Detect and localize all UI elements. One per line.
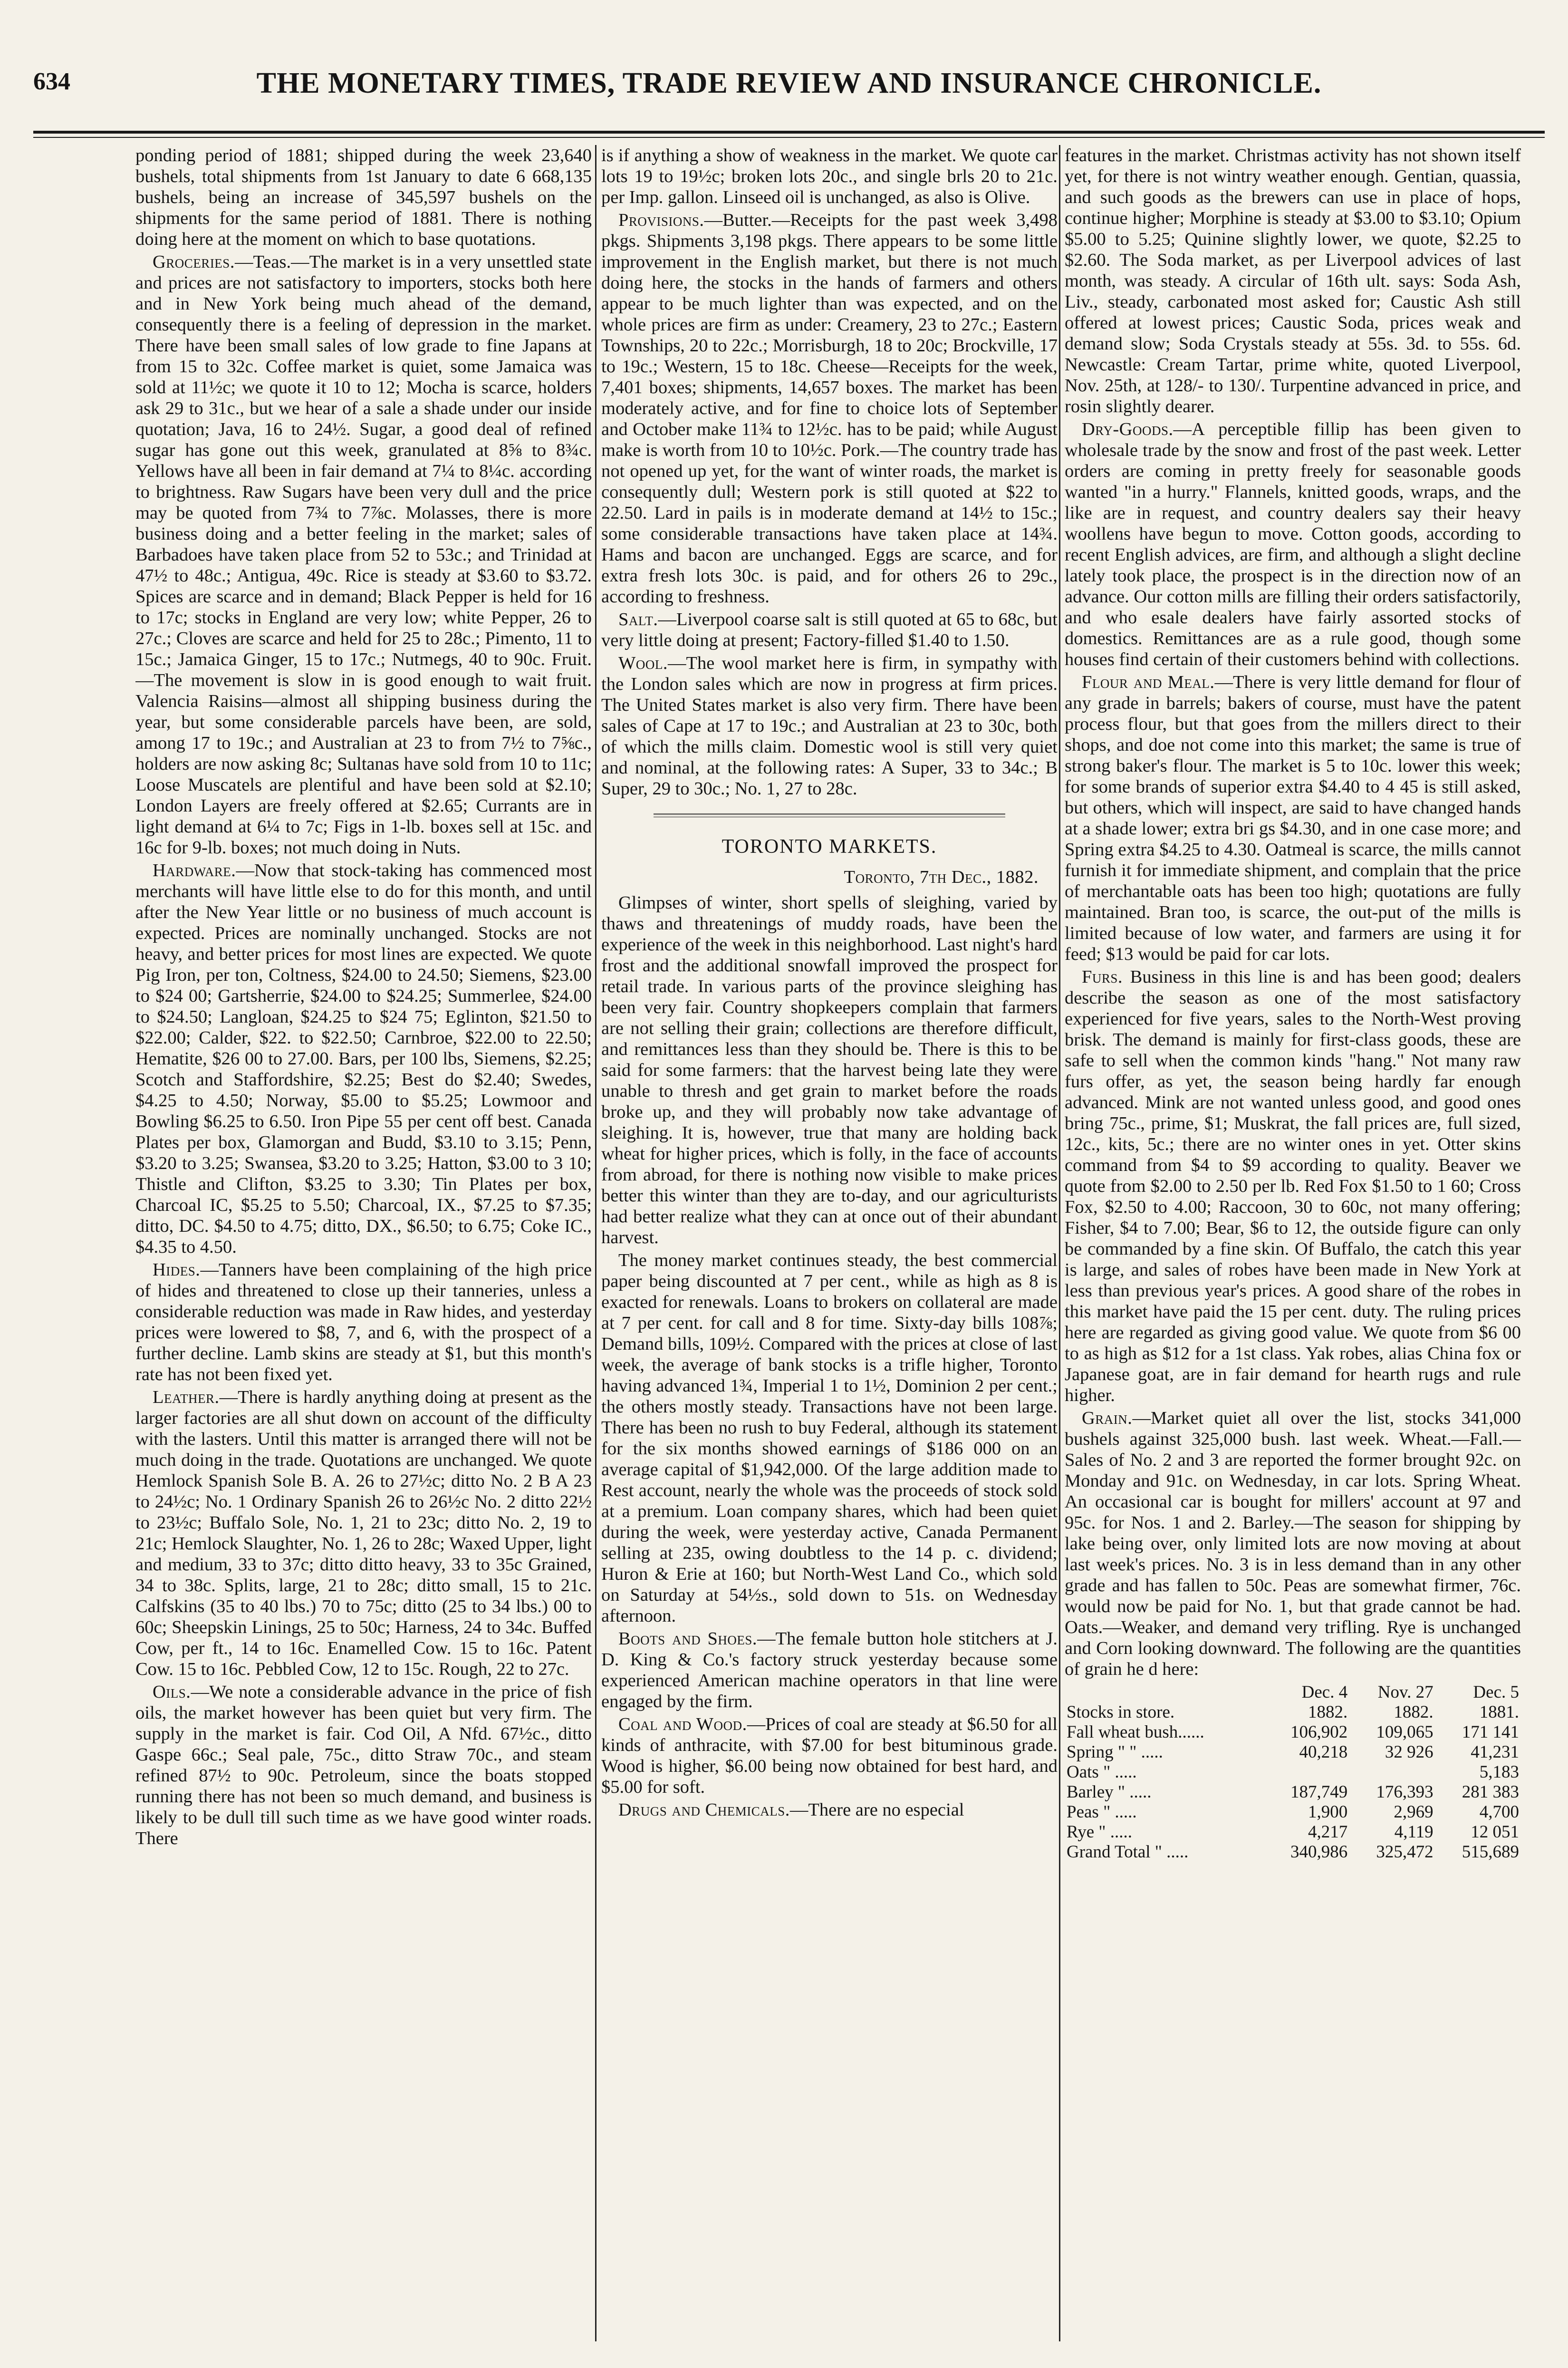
table-cell: 40,218 [1299, 1742, 1348, 1762]
table-cell: Barley " ..... [1067, 1782, 1152, 1802]
salt-paragraph [601, 609, 1058, 651]
section-heading: Coal and Wood. [618, 1714, 747, 1734]
header-rule [33, 131, 1545, 134]
section-heading: Wool. [618, 653, 668, 673]
boots-paragraph [601, 1628, 1058, 1712]
table-header-cell: Nov. 27 [1377, 1682, 1433, 1702]
column-3 [1065, 145, 1521, 2341]
furs-paragraph [1065, 967, 1521, 1406]
table-cell: 4,119 [1394, 1822, 1433, 1842]
section-heading: Leather. [153, 1387, 220, 1407]
table-header-cell: 1882. [1394, 1702, 1433, 1722]
page-header [33, 57, 1545, 119]
table-header-cell: 1882. [1308, 1702, 1348, 1722]
oils-paragraph [135, 1682, 592, 1849]
table-cell: 2,969 [1394, 1802, 1433, 1822]
paragraph-text: —Now that stock-taking has commenced most merchants will have little else to do for this month, and until after the New Year little or no business of much account is expected. Prices are nominally unchanged. Stocks are not heavy, and better prices for most lines are expected. We quote Pig Iron, per ton, Coltness, $24.00 to 24.50; Siemens, $23.00 to $24 00; Gartsherrie, $24.00 to $24.25; Summerlee, $24.00 to $24.50; Langloan, $24.25 to $24 75; Eglinton, $21.50 to $22.00; Calder, $22. to $22.50; Carnbroe, $22.00 to 22.50; Hematite, $26 00 to 27.00. Bars, per 100 lbs, Siemens, $2.25; Scotch and Staffordshire, $2.25; Best do $2.40; Swedes, $4.25 to 4.50; Norway, $5.00 to $5.25; Lowmoor and Bowling $6.25 to 6.50. Iron Pipe 55 per cent off best. Canada Plates per box, Glamorgan and Budd, $3.10 to 3.15; Penn, $3.20 to 3.25; Swansea, $3.20 to 3.25; Hatton, $3.00 to 3 10; Thistle and Clifton, $3.25 to 3.30; Tin Plates per box, Charcoal IC, $5.25 to 5.50; Charcoal, IX., $7.25 to $7.35; ditto, DC. $4.50 to 4.75; ditto, DX., $6.50; to 6.75; Coke IC., $4.35 to 4.50. [135, 860, 592, 1257]
paragraph-text: —The wool market here is firm, in sympathy with the London sales which are now in progress at firm prices. The United States market is also very firm. There have been sales of Cape at 17 to 19c.; and Australian at 23 to 30c, both of which the mills claim. Domestic wool is still very quiet and nominal, at the following rates: A Super, 33 to 34c.; B Super, 29 to 30c.; No. 1, 27 to 28c. [601, 653, 1058, 799]
table-header-cell: Stocks in store. [1067, 1702, 1175, 1722]
drugs-paragraph [601, 1799, 1058, 1820]
column-1 [135, 145, 592, 2341]
paragraph-text: —There is very little demand for flour of any grade in barrels; bakers of course, must have the patent process flour, but that goes from the millers direct to their shops, and doe not come into this market; the same is true of strong baker's flour. The market is 5 to 10c. lower this week; for some brands of superior extra $4.40 to 4 45 is still asked, but others, which will inspect, are said to have changed hands at a shade lower; extra bri gs $4.30, and in one case more; and Spring extra $4.25 to 4.30. Oatmeal is scarce, the mills cannot furnish it for immediate shipment, and complain that the price of merchantable oats has been too high; quotations are fully maintained. Bran too, is scarce, the out-put of the mills is limited because of low water, and farmers are using it for feed; $13 would be paid for car lots. [1065, 672, 1521, 964]
section-heading: Grain. [1082, 1408, 1133, 1428]
hardware-paragraph [135, 860, 592, 1257]
drygoods-paragraph [1065, 419, 1521, 670]
article-paragraph: The money market continues steady, the best commercial paper being discounted at 7 per cent., while as high as 8 is exacted for renewals. Loans to brokers on collateral are made at 7 per cent. for call and 8 for time. Sixty-day bills 108⅞; Demand bills, 109½. Compared with the prices at close of last week, the average of bank stocks is a trifle higher, Toronto having advanced 1¾, Imperial 1 to 1½, Dominion 2 per cent.; the others mostly steady. Transactions have not been large. There has been no rush to buy Federal, although its statement for the six months showed earnings of $186 000 on an average capital of $1,942,000. Of the large addition made to Rest account, nearly the whole was the proceeds of stock sold at a premium. Loan company shares, which had been quiet during the week, were yesterday active, Canada Permanent selling at 235, owing doubtless to the 14 p. c. dividend; Huron & Erie at 160; but North-West Land Co., which sold on Saturday at 54½s., sold down to 51s. on Wednesday afternoon. [601, 1250, 1058, 1626]
section-heading: Hardware. [153, 860, 236, 880]
section-heading: Hides. [153, 1260, 201, 1280]
paragraph-text: —The female button hole stitchers at J. D. King & Co.'s factory struck yesterday because some experienced American machine operators in that line were engaged by the firm. [601, 1629, 1058, 1711]
paragraph-text: —A perceptible fillip has been given to wholesale trade by the snow and frost of the past week. Letter orders are coming in pretty freely for seasonable goods wanted "in a hurry." Flannels, knitted goods, wraps, and the like are in request, and country dealers say their heavy woollens have begun to move. Cotton goods, according to recent English advices, are firm, and although a slight decline lately took place, the prospect is in the direction now of an advance. Our cotton mills are filling their orders satisfactorily, and who esale dealers have fairly assorted stocks of domestics. Remittances are as a rule good, though some houses find certain of their customers behind with collections. [1065, 419, 1521, 669]
table-header-row [1065, 1682, 1521, 1702]
table-cell: 32 926 [1385, 1742, 1433, 1762]
paragraph-text: Business in this line is and has been good; dealers describe the season as one of the most satisfactory experienced for five years, sales to the North-West proving brisk. The demand is mainly for first-class goods, these are safe to sell when the common kinds "hang." Not many raw furs offer, as yet, the season being hardly far enough advanced. Mink are not wanted unless good, and good ones bring 75c., prime, $1; Muskrat, the fall prices are, full sized, 12c., kits, 5c.; there are no winter ones in yet. Otter skins command from $4 to $9 according to quality. Beaver we quote from $2.00 to 2.50 per lb. Red Fox $1.50 to 1 60; Cross Fox, $2.50 to 4.00; Raccoon, 30 to 60c, not many offering; Fisher, $4 to 7.00; Bear, $6 to 12, the outside figure can only be commanded by a fine skin. Of Buffalo, the catch this year is large, and sales of robes have been made in New York at less than previous year's prices. A good share of the robes in this market have paid the 15 per cent. duty. The ruling prices here are regarded as giving good value. We quote from $6 00 to as high as $12 for a 1st class. Yak robes, alias China fox or Japanese goat, are in fair demand for hearth rugs and rule higher. [1065, 967, 1521, 1405]
leather-paragraph [135, 1387, 592, 1680]
section-heading: Groceries. [153, 252, 235, 272]
table-cell: 325,472 [1376, 1842, 1433, 1862]
paragraph-text: —Liverpool coarse salt is still quoted at 65 to 68c, but very little doing at present; Factory-filled $1.40 to 1.50. [601, 609, 1058, 650]
table-header-cell: Dec. 5 [1473, 1682, 1519, 1702]
table-header-cell: Dec. 4 [1301, 1682, 1348, 1702]
flour-paragraph [1065, 672, 1521, 965]
paragraph-text: —Teas.—The market is in a very unsettled state and prices are not satisfactory to importers, stocks both here and in New York being much ahead of the demand, consequently there is a feeling of depression in the market. There have been small sales of low grade to fine Japans at from 15 to 32c. Coffee market is quiet, some Jamaica was sold at 11½c; we quote it 10 to 12; Mocha is scarce, holders ask 29 to 31c., but we hear of a sale a shade under our inside quotation; Java, 16 to 24½. Sugar, a good deal of refined sugar has gone out this week, granulated at 8⅝ to 8¾c. Yellows have all been in fair demand at 7¼ to 8¼c. according to brightness. Raw Sugars have been very dull and the price may be quoted from 7¾ to 7⅞c. Molasses, there is more business doing and a better feeling in the market; sales of Barbadoes have taken place from 52 to 53c.; and Trinidad at 47½ to 48c.; Antigua, 49c. Rice is steady at $3.60 to $3.72. Spices are scarce and in demand; Black Pepper is held for 16 to 17c; stocks in England are very low; white Pepper, 26 to 27c.; Cloves are scarce and held for 25 to 28c.; Pimento, 11 to 15c.; Jamaica Ginger, 15 to 17c.; Nutmegs, 40 to 90c. Fruit.—The movement is slow in is good enough to wait fruit. Valencia Raisins—almost all shipping business during the year, but some considerable parcels have been, are sold, among 17 to 19c.; and Australian at 23 to from 7½ to 7⅝c., holders are now asking 8c; Sultanas have sold from 10 to 11c; Loose Muscatels are plentiful and have been sold at $2.10; London Layers are freely offered at $2.65; Currants are in light demand at 6¼ to 7c; Figs in 1-lb. boxes sell at 15c. and 16c for 9-lb. boxes; not much doing in Nuts. [135, 252, 592, 858]
table-header-cell: 1881. [1479, 1702, 1519, 1722]
table-header-cell [1065, 1682, 1264, 1702]
article-paragraph: ponding period of 1881; shipped during the week 23,640 bushels, total shipments from 1st January to date 6 668,135 bushels, being an increase of 345,597 bushels on the shipments for the same period of 1881. There is nothing doing here at the moment on which to base quotations. [135, 145, 592, 249]
section-heading: Provisions. [618, 210, 704, 230]
page-number: 634 [33, 68, 70, 95]
column-divider [595, 145, 596, 2341]
paragraph-text: —Butter.—Receipts for the past week 3,498 pkgs. Shipments 3,198 pkgs. There appears to be some little improvement in the English market, but there is not much doing here, the stocks in the hands of farmers and others appear to be much lighter than was expected, and on the whole prices are firm as under: Creamery, 23 to 27c.; Eastern Townships, 20 to 22c.; Morrisburgh, 18 to 20c; Brockville, 17 to 19c.; Western, 15 to 18c. Cheese—Receipts for the week, 7,401 boxes; shipments, 14,657 boxes. The market has been moderately active, and for fine to choice lots of September and October make 11¾ to 12½c. has to be paid; while August make is worth from 10 to 10½c. Pork.—The country trade has not opened up yet, for the want of winter roads, the market is consequently dull; Western pork is still quoted at $22 to 22.50. Lard in pails is in moderate demand at 14½ to 15c.; some considerable transactions have taken place at 14¾. Hams and bacon are unchanged. Eggs are scarce, and for extra fresh lots 30c. is paid, and for others 26 to 29c., according to freshness. [601, 210, 1058, 607]
section-heading: Dry-Goods. [1082, 419, 1174, 439]
table-cell: 515,689 [1462, 1842, 1519, 1862]
coal-paragraph [601, 1714, 1058, 1798]
article-paragraph: features in the market. Christmas activity has not shown itself yet, for there is not wintry weather enough. Gentian, quassia, and such goods as the brewers can use in place of hops, continue higher; Morphine is steady at $3.00 to $3.10; Opium $5.00 to 5.25; Quinine slightly lower, we quote, $2.25 to $2.60. The Soda market, as per Liverpool advices of last month, was steady. A circular of 16th ult. says: Soda Ash, Liv., steady, carbonated most asked for; Caustic Ash still offered at lowest prices; Caustic Soda, prices weak and demand slow; Soda Crystals steady at 55s. 3d. to 55s. 6d. Newcastle: Cream Tartar, prime white, quoted Liverpool, Nov. 25th, at 128/- to 130/. Turpentine advanced in price, and rosin slightly dearer. [1065, 145, 1521, 416]
paragraph-text: —There are no especial [789, 1800, 964, 1820]
table-header-row [1065, 1702, 1521, 1722]
wool-paragraph [601, 653, 1058, 799]
paragraph-text: —Market quiet all over the list, stocks 341,000 bushels against 325,000 bush. last week. Wheat.—Fall.—Sales of No. 2 and 3 are reported the former brought 92c. on Monday and 91c. on Wednesday, in car lots. Spring Wheat. An occasional car is bought for millers' account at 97 and 95c. for Nos. 1 and 2. Barley.—The season for shipping by lake being over, only limited lots are now moving at about last week's prices. No. 3 is in less demand than in any other grade and has fallen to 50c. Peas are somewhat firmer, 76c. would now be paid for No. 1, but that grade cannot be had. Oats.—Weaker, and demand very trifling. Rye is unchanged and Corn looking downward. The following are the quantities of grain he d here: [1065, 1408, 1521, 1679]
table-cell: 12 051 [1471, 1822, 1519, 1842]
table-cell: Fall wheat bush...... [1067, 1722, 1204, 1742]
table-row [1065, 1722, 1521, 1742]
hides-paragraph [135, 1259, 592, 1385]
grain-stocks-table [1065, 1682, 1521, 1862]
table-row [1065, 1822, 1521, 1842]
table-row [1065, 1742, 1521, 1762]
table-row [1065, 1842, 1521, 1862]
paragraph-text: —We note a considerable advance in the price of fish oils, the market however has been quiet but very firm. The supply in the market is fair. Cod Oil, A Nfd. 67½c., ditto Gaspe 66c.; Seal pale, 75c., ditto Straw 70c., and steam refined 87½ to 90c. Petroleum, since the boats stopped running there has not been so much demand, and business is likely to be dull till such time as we have good winter roads. There [135, 1682, 592, 1848]
grain-paragraph [1065, 1408, 1521, 1680]
column-divider [1059, 145, 1060, 2341]
table-cell: 281 383 [1462, 1782, 1519, 1802]
section-divider [654, 813, 1005, 817]
table-cell: Grand Total " ..... [1067, 1842, 1189, 1862]
header-rule-thin [33, 137, 1545, 138]
section-heading: Furs. [1082, 967, 1123, 987]
table-cell: 4,700 [1479, 1802, 1519, 1822]
paragraph-text: —There is hardly anything doing at present as the larger factories are all shut down on account of the difficulty with the lasters. Until this matter is arranged there will not be much doing in the trade. Quotations are unchanged. We quote Hemlock Spanish Sole B. A. 26 to 27½c; ditto No. 2 B A 23 to 24½c; No. 1 Ordinary Spanish 26 to 26½c No. 2 ditto 22½ to 23½c; Buffalo Sole, No. 1, 21 to 23c; ditto No. 2, 19 to 21c; Hemlock Slaughter, No. 1, 26 to 28c; Waxed Upper, light and medium, 33 to 37c; ditto ditto heavy, 33 to 35c Grained, 34 to 38c. Splits, large, 21 to 28c; ditto small, 15 to 21c. Calfskins (35 to 40 lbs.) 70 to 75c; ditto (25 to 34 lbs.) 00 to 60c; Sheepskin Linings, 25 to 50c; Harness, 24 to 34c. Buffed Cow, per ft., 14 to 16c. Enamelled Cow. 15 to 16c. Patent Cow. 15 to 16c. Pebbled Cow, 12 to 15c. Rough, 22 to 27c. [135, 1387, 592, 1679]
article-paragraph: Glimpses of winter, short spells of sleighing, varied by thaws and threatenings of muddy roads, have been the experience of the week in this neighborhood. Last night's hard frost and the additional snowfall improved the prospect for retail trade. In various parts of the province sleighing has been very fair. Country shopkeepers complain that farmers are not selling their grain; collections are therefore difficult, and remittances less than they should be. There is this to be said for some farmers: that the harvest being late they were unable to thresh and get grain to market before the roads broke up, and they will probably now take advantage of sleighing. It is, however, true that many are holding back wheat for higher prices, which is folly, in the face of accounts from abroad, for there is nothing now visible to make prices better this winter than they are to-day, and our agriculturists had better realize what they can at once out of their abundant harvest. [601, 893, 1058, 1247]
table-cell: Spring " " ..... [1067, 1742, 1163, 1762]
table-cell: 340,986 [1290, 1842, 1348, 1862]
table-cell: 109,065 [1376, 1722, 1433, 1742]
paragraph-text: —Prices of coal are steady at $6.50 for all kinds of anthracite, with $7.00 for best bituminous grade. Wood is higher, $6.00 being now obtained for best hard, and $5.00 for soft. [601, 1714, 1058, 1797]
table-cell: 41,231 [1471, 1742, 1519, 1762]
table-cell: 187,749 [1290, 1782, 1348, 1802]
paragraph-text: —Tanners have been complaining of the high price of hides and threatened to close up their tanneries, unless a considerable reduction was made in Raw hides, and yesterday prices were lowered to $8, 7, and 6, with the prospect of a further decline. Lamb skins are steady at $1, but this month's rate has not been fixed yet. [135, 1260, 592, 1384]
section-heading: Boots and Shoes. [618, 1629, 758, 1649]
provisions-paragraph [601, 210, 1058, 607]
groceries-paragraph [135, 251, 592, 858]
table-cell [1264, 1762, 1349, 1782]
table-cell [1349, 1762, 1435, 1782]
table-cell: 106,902 [1290, 1722, 1348, 1742]
table-cell: 1,900 [1308, 1802, 1348, 1822]
table-row [1065, 1782, 1521, 1802]
table-row [1065, 1762, 1521, 1782]
table-cell: 5,183 [1479, 1762, 1519, 1782]
table-row [1065, 1802, 1521, 1822]
table-cell: Oats " ..... [1067, 1762, 1137, 1782]
section-heading: Flour and Meal. [1082, 672, 1215, 692]
section-heading: Salt. [618, 609, 658, 629]
table-cell: 176,393 [1376, 1782, 1433, 1802]
dateline: Toronto, 7th Dec., 1882. [844, 867, 1039, 887]
table-cell: Peas " ..... [1067, 1802, 1137, 1822]
section-heading: Drugs and Chemicals. [618, 1800, 790, 1820]
table-cell: 4,217 [1308, 1822, 1348, 1842]
article-paragraph: is if anything a show of weakness in the market. We quote car lots 19 to 19½c; broken lots 20c., and single brls 20 to 21c. per Imp. gallon. Linseed oil is unchanged, as also is Olive. [601, 145, 1058, 207]
paper-title: THE MONETARY TIMES, TRADE REVIEW AND INSURANCE CHRONICLE. [256, 67, 1322, 99]
toronto-markets-heading: TORONTO MARKETS. [721, 836, 937, 858]
table-cell: Rye " ..... [1067, 1822, 1132, 1842]
section-heading: Oils. [153, 1682, 191, 1702]
column-2 [601, 145, 1058, 2341]
table-cell: 171 141 [1462, 1722, 1519, 1742]
